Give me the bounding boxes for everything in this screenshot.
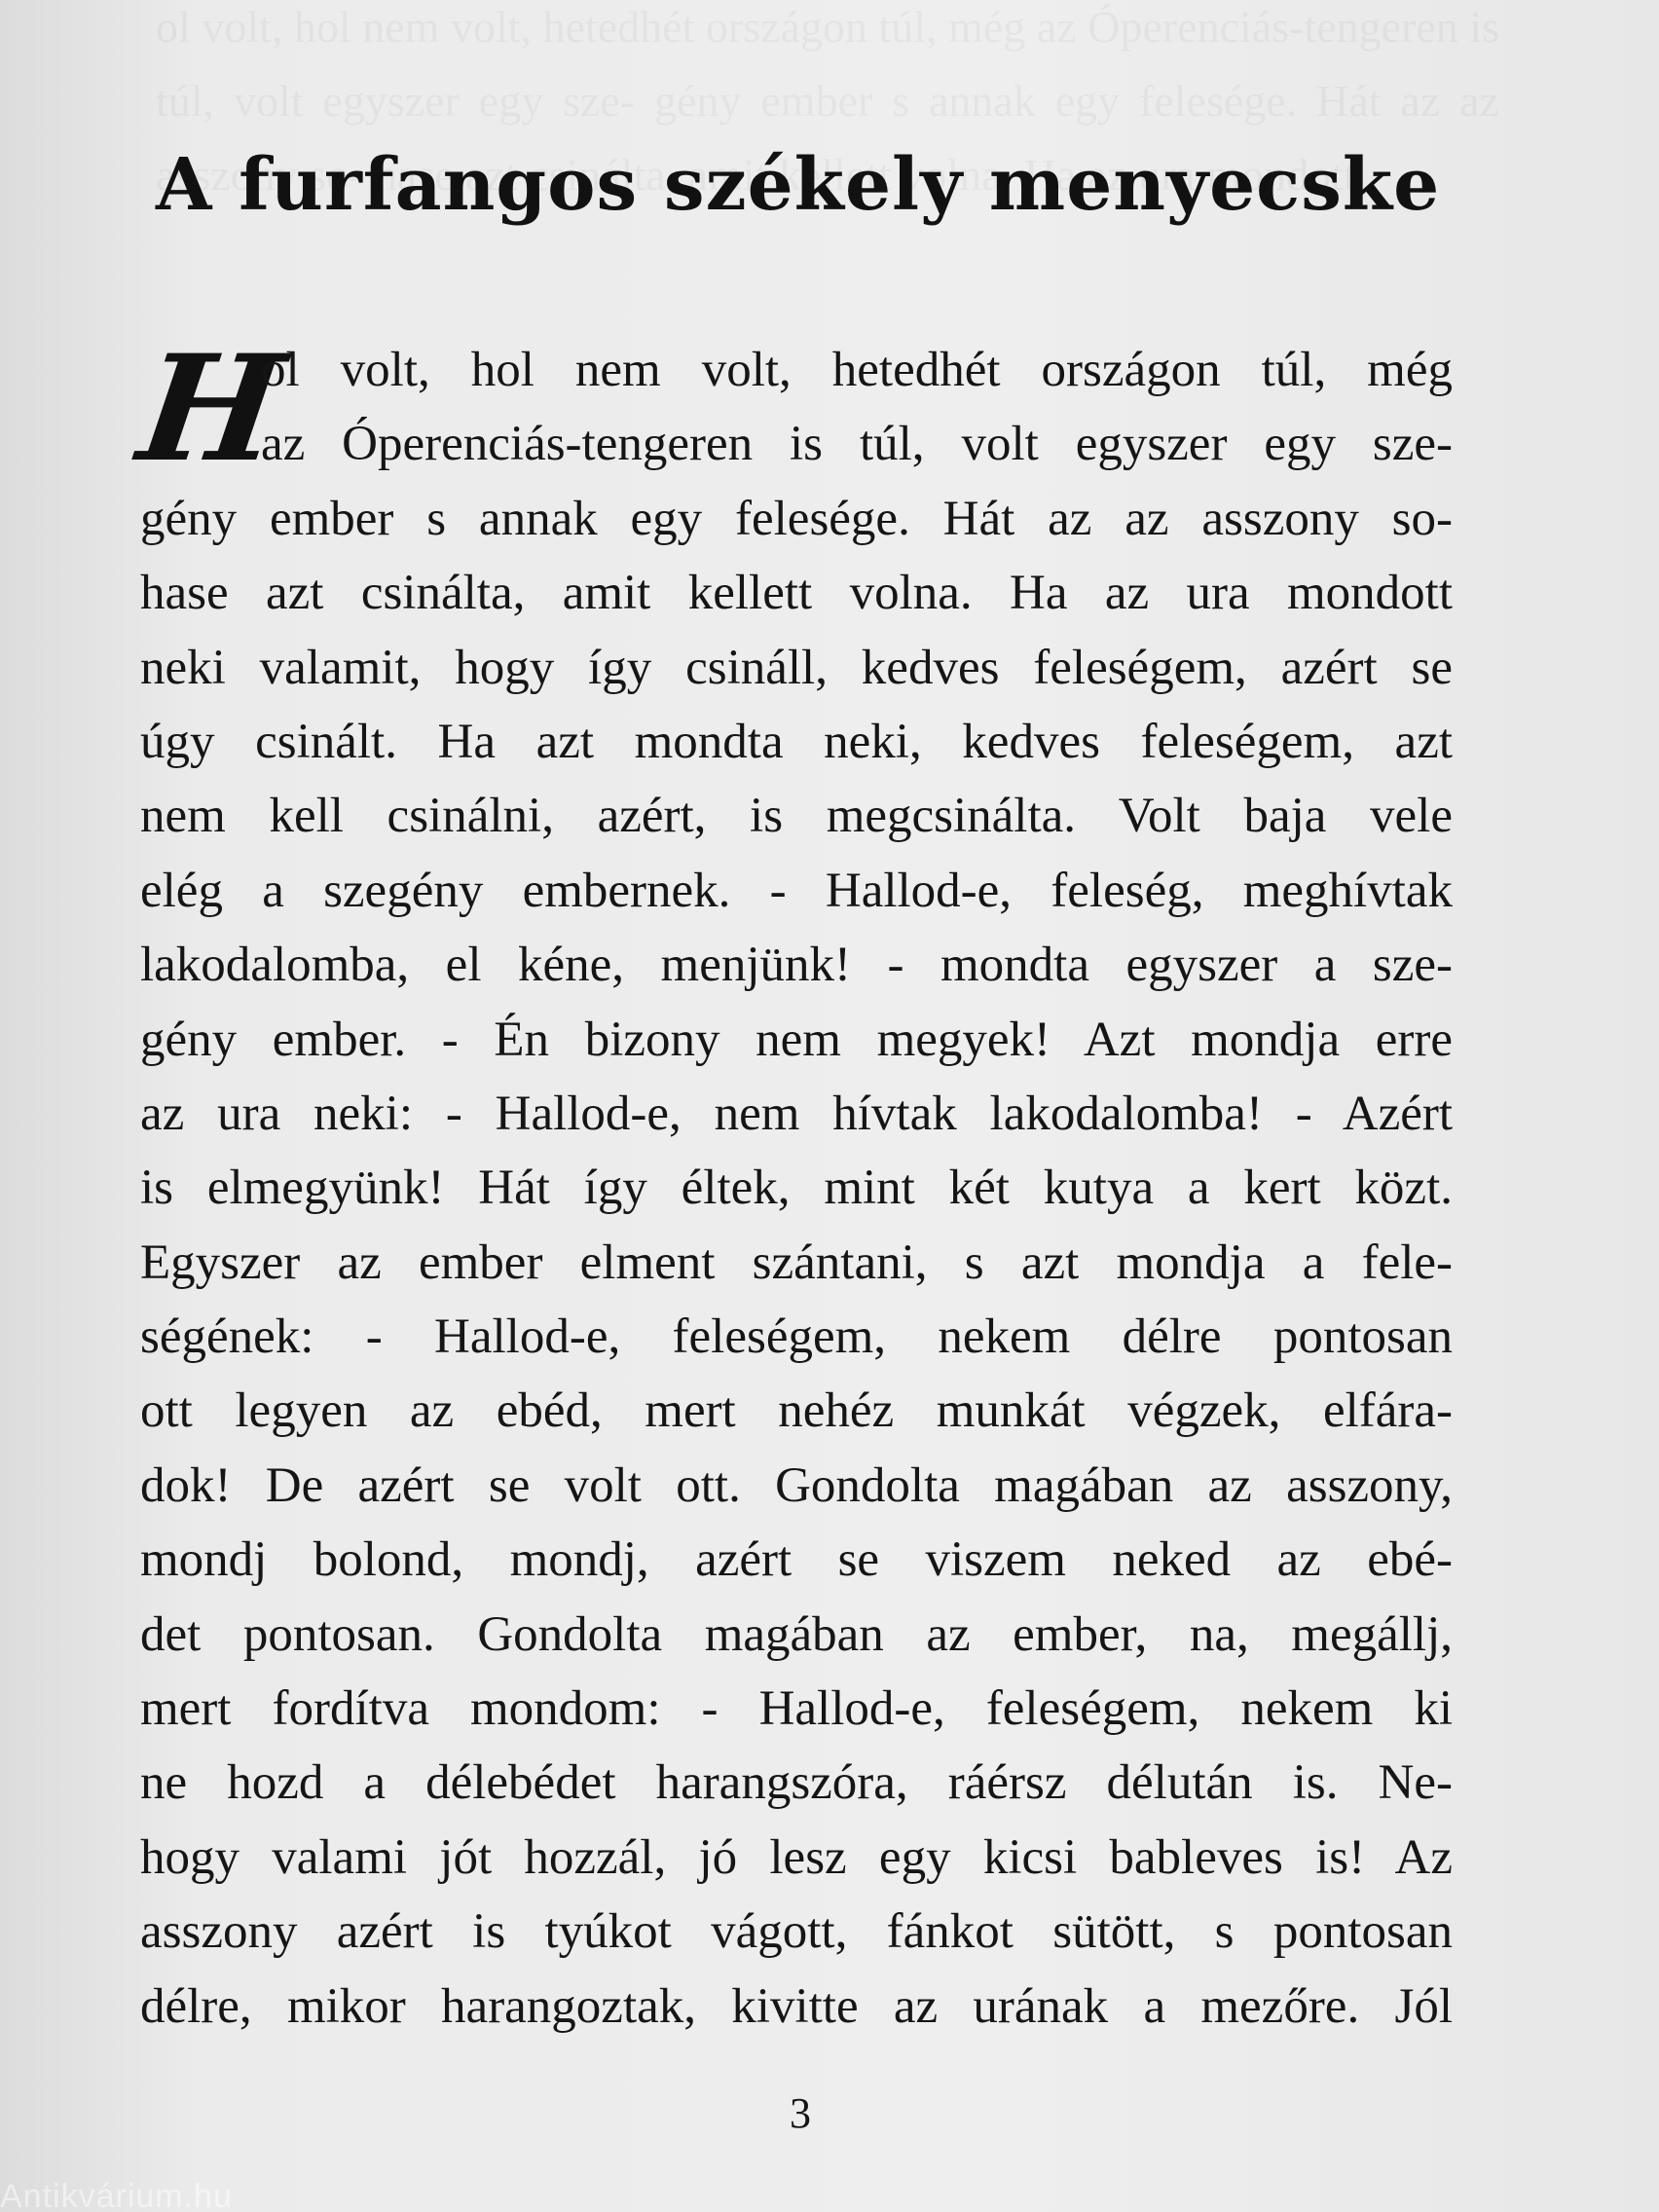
- text-line: úgy csinált. Ha azt mondta neki, kedves feleségem, azt: [140, 714, 1453, 769]
- drop-cap-initial: H: [129, 323, 293, 495]
- page-title: A furfangos székely menyecske: [156, 142, 1441, 227]
- text-line: hogy valami jót hozzál, jó lesz egy kicsi bableves is! Az: [140, 1829, 1453, 1885]
- story-text: [140, 333, 1453, 2044]
- text-line: det pontosan. Gondolta magában az ember, na, megállj,: [140, 1606, 1453, 1662]
- text-line: hase azt csinálta, amit kellett volna. Ha az ura mondott: [140, 566, 1453, 621]
- text-line: asszony azért is tyúkot vágott, fánkot sütött, s pontosan: [140, 1904, 1453, 1960]
- text-line: gény ember s annak egy felesége. Hát az az asszony so-: [140, 491, 1453, 546]
- text-line: mert fordítva mondom: - Hallod-e, feleségem, nekem ki: [140, 1681, 1453, 1737]
- text-line: nem kell csinálni, azért, is megcsinálta. Volt baja vele: [140, 789, 1453, 844]
- text-line: gény ember. - Én bizony nem megyek! Azt mondja erre: [140, 1012, 1453, 1067]
- watermark: Antikvárium.hu: [0, 2178, 233, 2212]
- text-line: Egyszer az ember elment szántani, s azt mondja a fele-: [140, 1235, 1453, 1290]
- text-line: mondj bolond, mondj, azért se viszem neked az ebé-: [140, 1532, 1453, 1588]
- text-line: elég a szegény embernek. - Hallod-e, feleség, meghívtak: [140, 863, 1453, 918]
- text-line: lakodalomba, el kéne, menjünk! - mondta egyszer a sze-: [140, 938, 1453, 993]
- text-line: az ura neki: - Hallod-e, nem hívtak lakodalomba! - Azért: [140, 1086, 1453, 1141]
- text-line: ségének: - Hallod-e, feleségem, nekem délre pontosan: [140, 1309, 1453, 1365]
- text-line: is elmegyünk! Hát így éltek, mint két kutya a kert közt.: [140, 1161, 1453, 1216]
- text-line: ott legyen az ebéd, mert nehéz munkát végzek, elfára-: [140, 1383, 1453, 1439]
- text-line: délre, mikor harangoztak, kivitte az urának a mezőre. Jól: [140, 1978, 1453, 2034]
- text-line: ol volt, hol nem volt, hetedhét országon túl, még: [261, 343, 1453, 397]
- text-line: az Óperenciás-tengeren is túl, volt egyszer egy sze-: [261, 417, 1453, 472]
- page-number: 3: [790, 2089, 811, 2137]
- text-line: dok! De azért se volt ott. Gondolta magában az asszony,: [140, 1457, 1453, 1513]
- text-line: ne hozd a délebédet harangszóra, ráérsz délután is. Ne-: [140, 1755, 1453, 1811]
- text-line: neki valamit, hogy így csináll, kedves feleségem, azért se: [140, 640, 1453, 695]
